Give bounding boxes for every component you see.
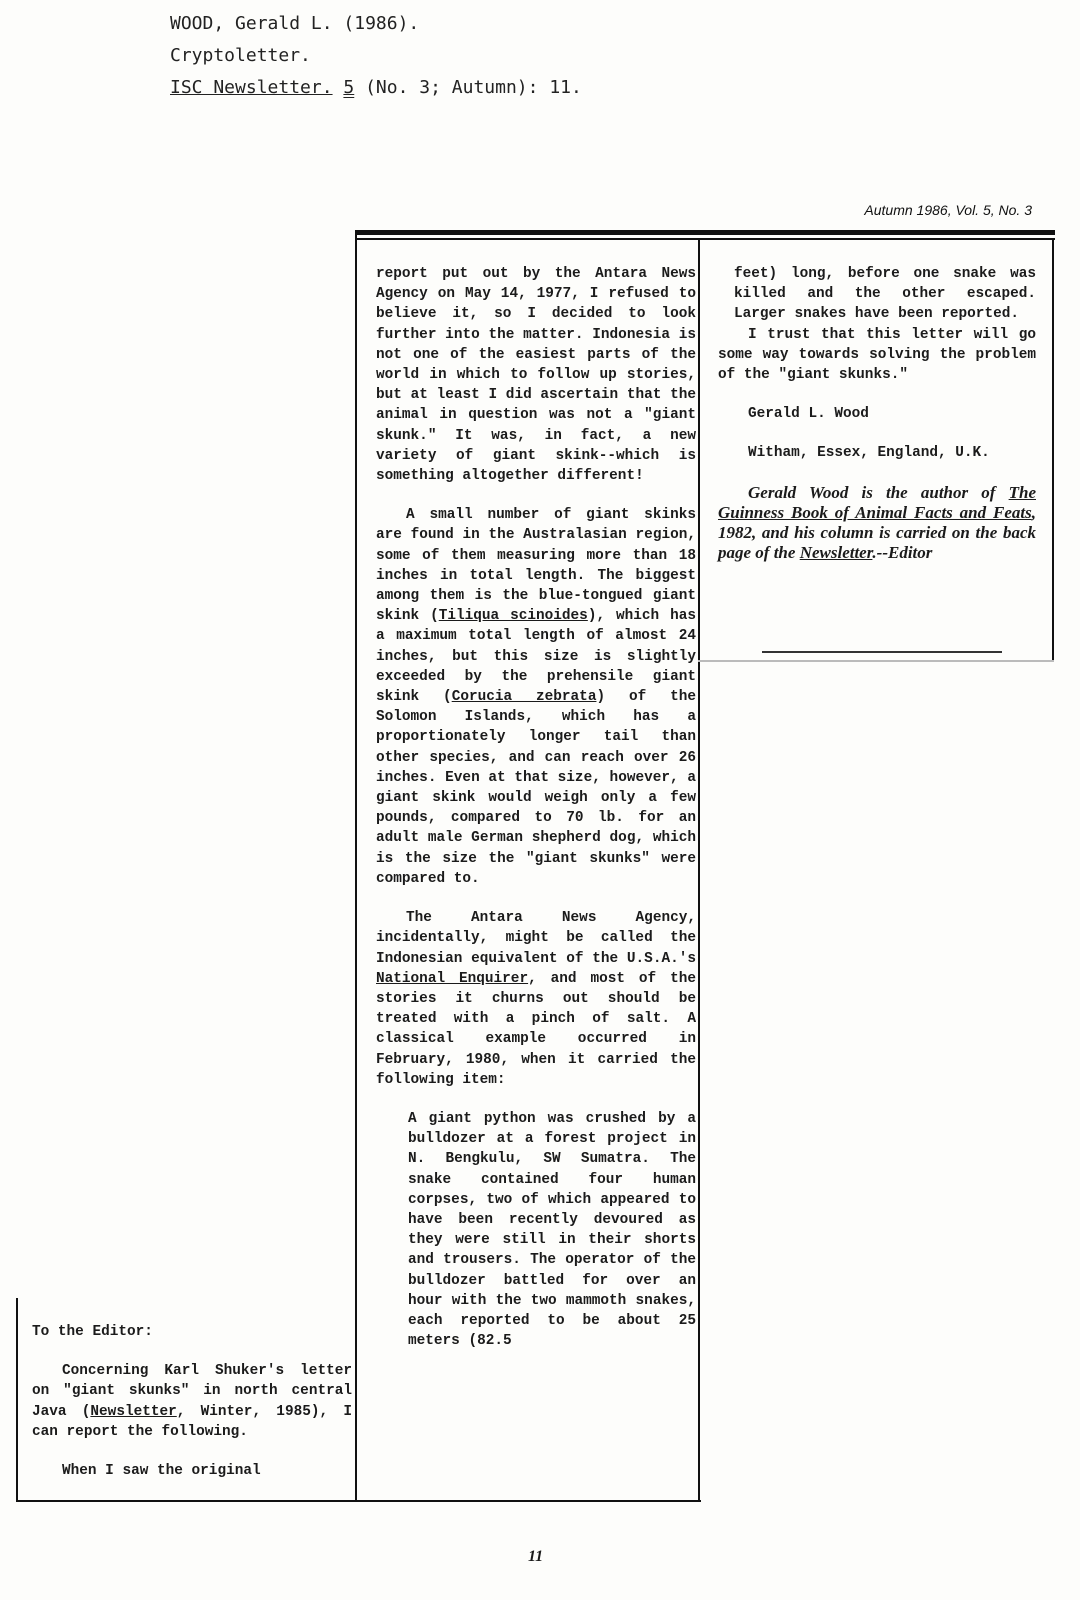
bottom-rule <box>16 1500 701 1502</box>
col2-paragraph-3 <box>376 908 696 1090</box>
citation-title-line: Cryptoletter. <box>170 45 311 66</box>
signature-name: Gerald L. Wood <box>748 406 869 423</box>
editor-note-c: .--Editor <box>872 543 933 563</box>
page-number: 11 <box>528 1548 544 1565</box>
col3-right-border <box>1052 238 1054 662</box>
citation-issue: (No. 3; Autumn): 11. <box>365 77 582 98</box>
col3-bottom-edge <box>698 660 1054 662</box>
python-quote-continued: feet) long, before one snake was killed and the other escaped. Larger snakes have been reported. <box>734 266 1036 323</box>
col2-p3-text-b: , and most of the stories it churns out should be treated with a pinch of salt. A classical example occurred in February, 1980, when it carried the following item: <box>376 970 697 1088</box>
citation-author-line: WOOD, Gerald L. (1986). <box>170 13 420 34</box>
column-3 <box>718 264 1036 563</box>
col2-p2-text-b: ), which has a maximum total length of almost 24 inches, but this size is slightly exceeded by the prehensile giant skink ( <box>376 608 697 706</box>
species-tiliqua: Tiliqua scinoides <box>438 608 588 625</box>
col1-paragraph-1 <box>32 1361 352 1442</box>
header-rule-thin <box>355 238 1055 240</box>
closing-rule <box>762 651 1002 653</box>
col2-right-border <box>698 238 700 1500</box>
citation-journal: ISC Newsletter. <box>170 77 333 98</box>
col2-paragraph-1: report put out by the Antara News Agency on May 14, 1977, I refused to believe it, so I decided to look further into the matter. Indonesia is not one of the easiest parts of the world in which to follow up stories, but at least I did ascertain that the animal in question was not a "giant skunk." It was, in fact, a new variety of giant skink--which is something altogether different! <box>376 266 696 485</box>
python-quote: A giant python was crushed by a bulldozer at a forest project in N. Bengkulu, SW Sumatra. The snake contained four human corpses, two of which appeared to have been recently devoured as they were still in their shorts and trousers. The operator of the bulldozer battled for over an hour with the two mammoth snakes, each reported to be about 25 meters (82.5 <box>408 1110 696 1350</box>
salutation: To the Editor: <box>32 1324 153 1340</box>
col2-p2-text-a: A small number of giant skinks are found in the Australasian region, some of them measuring more than 18 inches in total length. The biggest among them is the blue-tongued giant skink ( <box>376 507 696 625</box>
col2-p2-text-c: ) of the Solomon Islands, which has a proportionately longer tail than other species, and can reach over 26 inches. Even at that size, however, a giant skink would weigh only a few pounds, compared to 70 lb. for an adult male German shepherd dog, which is the size the "giant skunks" were compared to. <box>376 689 696 887</box>
editor-note-text <box>718 483 1036 564</box>
national-enquirer-title: National Enquirer <box>376 970 529 987</box>
col1-left-border <box>16 1298 18 1500</box>
citation-volume: 5 <box>343 77 355 98</box>
signature-place: Witham, Essex, England, U.K. <box>748 445 990 462</box>
editor-note-b: , 1982, and his column is carried on the back page of the <box>718 502 1036 563</box>
col1-p1-text-b: , Winter, 1985), I can report the following. <box>32 1403 352 1440</box>
col3-paragraph-1: I trust that this letter will go some way towards solving the problem of the "giant skunks." <box>718 326 1036 384</box>
header-rule-thick <box>355 230 1055 235</box>
issue-header: Autumn 1986, Vol. 5, No. 3 <box>864 202 1032 218</box>
col2-left-border <box>355 230 357 1500</box>
col2-p3-text-a: The Antara News Agency, incidentally, might be called the Indonesian equivalent of the U.S.A.'s <box>376 910 696 967</box>
col1-p1-text-a: Concerning Karl Shuker's letter on "giant skunks" in north central Java ( <box>32 1363 352 1420</box>
book-title: The Guinness Book of Animal Facts and Feats <box>718 482 1036 522</box>
newsletter-title: Newsletter <box>799 543 873 563</box>
column-1 <box>32 1322 352 1481</box>
editor-note <box>718 483 1036 564</box>
col2-paragraph-2 <box>376 505 696 889</box>
citation-source-line <box>170 72 582 104</box>
col1-paragraph-2: When I saw the original <box>62 1463 261 1480</box>
column-2 <box>376 264 696 1351</box>
newsletter-ref: Newsletter <box>90 1403 177 1420</box>
editor-note-a: Gerald Wood is the author of <box>748 482 1009 502</box>
species-corucia: Corucia zebrata <box>451 689 597 706</box>
citation-block <box>170 8 582 104</box>
